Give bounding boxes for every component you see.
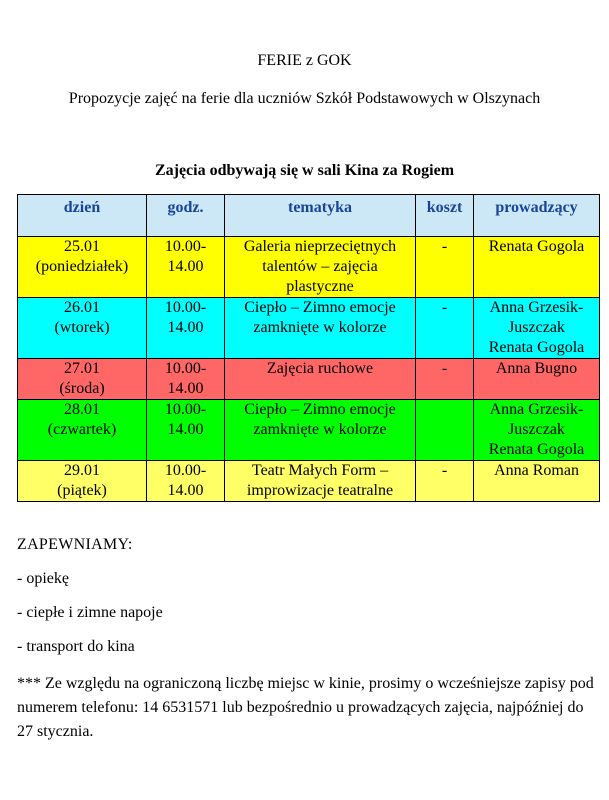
leader-cell: Anna Bugno bbox=[474, 359, 600, 400]
guarantee-item: - opiekę bbox=[17, 570, 69, 587]
cost-cell: - bbox=[416, 237, 474, 298]
guarantee-item: - transport do kina bbox=[17, 638, 135, 655]
time-cell: 10.00- 14.00 bbox=[147, 298, 225, 359]
day-cell: 26.01 (wtorek) bbox=[18, 298, 147, 359]
time-cell: 10.00- 14.00 bbox=[147, 359, 225, 400]
footer-section bbox=[17, 536, 599, 744]
table-row bbox=[18, 461, 600, 502]
table-row bbox=[18, 400, 600, 461]
table-row bbox=[18, 298, 600, 359]
table-row bbox=[18, 359, 600, 400]
day-cell: 29.01 (piątek) bbox=[18, 461, 147, 502]
day-cell: 25.01 (poniedziałek) bbox=[18, 237, 147, 298]
column-header-time: godz. bbox=[147, 195, 225, 237]
cost-cell: - bbox=[416, 359, 474, 400]
leader-cell: Anna Roman bbox=[474, 461, 600, 502]
topic-cell: Galeria nieprzeciętnych talentów – zajęcia plastyczne bbox=[225, 237, 416, 298]
leader-cell: Anna Grzesik-Juszczak Renata Gogola bbox=[474, 298, 600, 359]
signup-note: *** Ze względu na ograniczoną liczbę miejsc w kinie, prosimy o wcześniejsze zapisy pod numerem telefonu: 14 6531571 lub bezpośrednio u prowadzących zajęcia, najpóźniej do 27 stycznia. bbox=[17, 675, 594, 740]
topic-cell: Teatr Małych Form – improwizacje teatralne bbox=[225, 461, 416, 502]
page-subtitle: Propozycje zajęć na ferie dla uczniów Szkół Podstawowych w Olszynach bbox=[68, 90, 541, 107]
guarantee-item: - ciepłe i zimne napoje bbox=[17, 604, 163, 621]
time-cell: 10.00- 14.00 bbox=[147, 400, 225, 461]
topic-cell: Ciepło – Zimno emocje zamknięte w kolorze bbox=[225, 298, 416, 359]
cost-cell: - bbox=[416, 461, 474, 502]
topic-cell: Ciepło – Zimno emocje zamknięte w kolorze bbox=[225, 400, 416, 461]
cost-cell bbox=[416, 400, 474, 461]
cost-cell: - bbox=[416, 298, 474, 359]
table-header-row bbox=[18, 195, 600, 237]
guarantee-heading: ZAPEWNIAMY: bbox=[17, 536, 133, 553]
topic-cell: Zajęcia ruchowe bbox=[225, 359, 416, 400]
schedule-table bbox=[17, 194, 600, 502]
room-info: Zajęcia odbywają się w sali Kina za Rogiem bbox=[154, 162, 455, 179]
column-header-leader: prowadzący bbox=[474, 195, 600, 237]
column-header-day: dzień bbox=[18, 195, 147, 237]
leader-cell: Anna Grzesik-Juszczak Renata Gogola bbox=[474, 400, 600, 461]
time-cell: 10.00- 14.00 bbox=[147, 461, 225, 502]
day-cell: 28.01 (czwartek) bbox=[18, 400, 147, 461]
time-cell: 10.00- 14.00 bbox=[147, 237, 225, 298]
table-row bbox=[18, 237, 600, 298]
column-header-topic: tematyka bbox=[225, 195, 416, 237]
page-title: FERIE z GOK bbox=[257, 52, 352, 69]
day-cell: 27.01 (środa) bbox=[18, 359, 147, 400]
column-header-cost: koszt bbox=[416, 195, 474, 237]
leader-cell: Renata Gogola bbox=[474, 237, 600, 298]
